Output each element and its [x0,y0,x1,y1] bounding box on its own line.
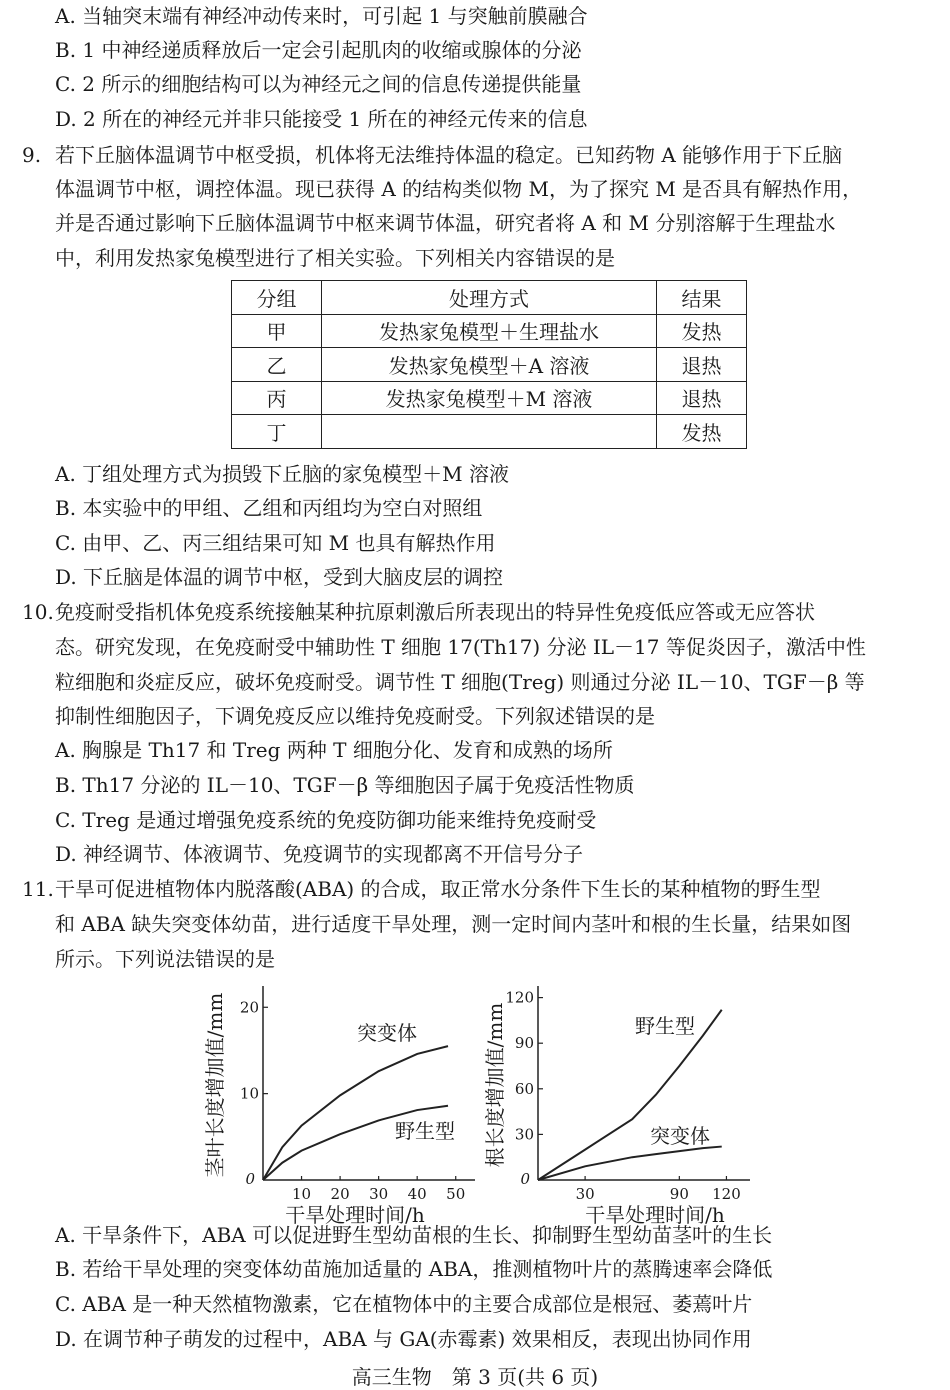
series-label: 突变体 [357,1021,417,1045]
table-header-row [232,281,747,315]
q9-option-c: C. 由甲、乙、丙三组结果可知 M 也具有解热作用 [55,531,496,555]
series-line [263,1046,448,1180]
x-tick-label: 20 [330,1185,350,1203]
table-row [232,415,747,449]
x-tick-label: 90 [669,1185,689,1203]
table-cell: 发热 [657,415,747,449]
q11-option-b: B. 若给干旱处理的突变体幼苗施加适量的 ABA，推测植物叶片的蒸腾速率会降低 [55,1257,773,1281]
y-axis-label: 茎叶长度增加值/mm [203,992,227,1178]
q10-stem-line: 粒细胞和炎症反应，破坏免疫耐受。调节性 T 细胞(Treg) 则通过分泌 IL－10、TGF－β 等 [55,670,865,694]
page-footer: 高三生物 第 3 页(共 6 页) [351,1365,599,1389]
table-row [232,381,747,415]
q9-option-d: D. 下丘脑是体温的调节中枢，受到大脑皮层的调控 [55,565,504,589]
y-tick-label: 30 [514,1125,534,1144]
x-tick-label: 10 [291,1185,312,1203]
q11-stem-line: 和 ABA 缺失突变体幼苗，进行适度干旱处理，测一定时间内茎叶和根的生长量，结果如图 [55,912,852,936]
table-cell: 发热家兔模型＋生理盐水 [322,314,657,348]
q9-stem-line: 并是否通过影响下丘脑体温调节中枢来调节体温，研究者将 A 和 M 分别溶解于生理盐水 [55,211,836,235]
x-tick-label: 40 [407,1185,427,1203]
q10-stem-line: 抑制性细胞因子，下调免疫反应以维持免疫耐受。下列叙述错误的是 [55,704,655,728]
q8-option-a: A. 当轴突末端有神经冲动传来时，可引起 1 与突触前膜融合 [55,4,588,28]
origin-label: 0 [520,1170,530,1188]
q9-stem-line: 若下丘脑体温调节中枢受损，机体将无法维持体温的稳定。已知药物 A 能够作用于下丘脑 [55,143,843,167]
y-tick-label: 90 [514,1034,534,1053]
table-header-cell: 分组 [232,281,322,315]
table-header-cell: 处理方式 [322,281,657,315]
origin-label: 0 [245,1170,255,1188]
q10-option-d: D. 神经调节、体液调节、免疫调节的实现都离不开信号分子 [55,842,584,866]
table-cell: 甲 [232,314,322,348]
q8-option-c: C. 2 所示的细胞结构可以为神经元之间的信息传递提供能量 [55,72,582,96]
table-header-cell: 结果 [657,281,747,315]
series-label: 野生型 [395,1119,455,1143]
q9-table [231,280,747,449]
q9-option-a: A. 丁组处理方式为损毁下丘脑的家兔模型＋M 溶液 [55,462,509,486]
q11-stem-line: 干旱可促进植物体内脱落酸(ABA) 的合成，取正常水分条件下生长的某种植物的野生型 [55,877,821,901]
table-cell: 退热 [657,381,747,415]
q11-stem-line: 所示。下列说法错误的是 [55,947,275,971]
q9-stem-line: 中，利用发热家兔模型进行了相关实验。下列相关内容错误的是 [55,246,615,270]
table-cell: 发热家兔模型＋A 溶液 [322,348,657,382]
q8-option-d: D. 2 所在的神经元并非只能接受 1 所在的神经元传来的信息 [55,107,588,131]
q11-option-c: C. ABA 是一种天然植物激素，它在植物体中的主要合成部位是根冠、萎蔫叶片 [55,1292,753,1316]
x-tick-label: 120 [712,1185,741,1203]
table-row [232,314,747,348]
x-tick-label: 50 [446,1185,466,1203]
q8-option-b: B. 1 中神经递质释放后一定会引起肌肉的收缩或腺体的分泌 [55,38,582,62]
x-tick-label: 30 [369,1185,389,1203]
q11-option-d: D. 在调节种子萌发的过程中，ABA 与 GA(赤霉素) 效果相反，表现出协同作用 [55,1327,752,1351]
table-cell [322,415,657,449]
q11-number: 11. [22,877,54,901]
table-cell: 丙 [232,381,322,415]
series-label: 野生型 [635,1014,695,1038]
table-row [232,348,747,382]
y-axis-label: 根长度增加值/mm [483,1002,507,1168]
q9-number: 9. [22,143,42,167]
y-tick-label: 10 [239,1084,259,1103]
series-label: 突变体 [650,1124,710,1148]
q10-option-a: A. 胸腺是 Th17 和 Treg 两种 T 细胞分化、发育和成熟的场所 [55,738,613,762]
q11-figure [0,978,950,1228]
y-tick-label: 60 [514,1079,534,1098]
q10-number: 10. [22,600,54,624]
x-tick-label: 30 [575,1185,595,1203]
q10-option-c: C. Treg 是通过增强免疫系统的免疫防御功能来维持免疫耐受 [55,808,597,832]
table-cell: 丁 [232,415,322,449]
y-tick-label: 20 [239,998,259,1017]
q10-stem-line: 态。研究发现，在免疫耐受中辅助性 T 细胞 17(Th17) 分泌 IL－17 等促炎因子，激活中性 [55,635,866,659]
table-cell: 发热 [657,314,747,348]
q9-option-b: B. 本实验中的甲组、乙组和丙组均为空白对照组 [55,496,483,520]
q9-stem-line: 体温调节中枢，调控体温。现已获得 A 的结构类似物 M，为了探究 M 是否具有解热作用， [55,177,863,201]
table-cell: 乙 [232,348,322,382]
x-axis-label: 干旱处理时间/h [285,1203,425,1227]
q10-stem-line: 免疫耐受指机体免疫系统接触某种抗原刺激后所表现出的特异性免疫低应答或无应答状 [55,600,815,624]
x-axis-label: 干旱处理时间/h [585,1203,725,1227]
table-cell: 退热 [657,348,747,382]
q11-option-a: A. 干旱条件下，ABA 可以促进野生型幼苗根的生长、抑制野生型幼苗茎叶的生长 [55,1223,773,1247]
table-cell: 发热家兔模型＋M 溶液 [322,381,657,415]
y-tick-label: 120 [505,988,534,1007]
q10-option-b: B. Th17 分泌的 IL－10、TGF－β 等细胞因子属于免疫活性物质 [55,773,635,797]
